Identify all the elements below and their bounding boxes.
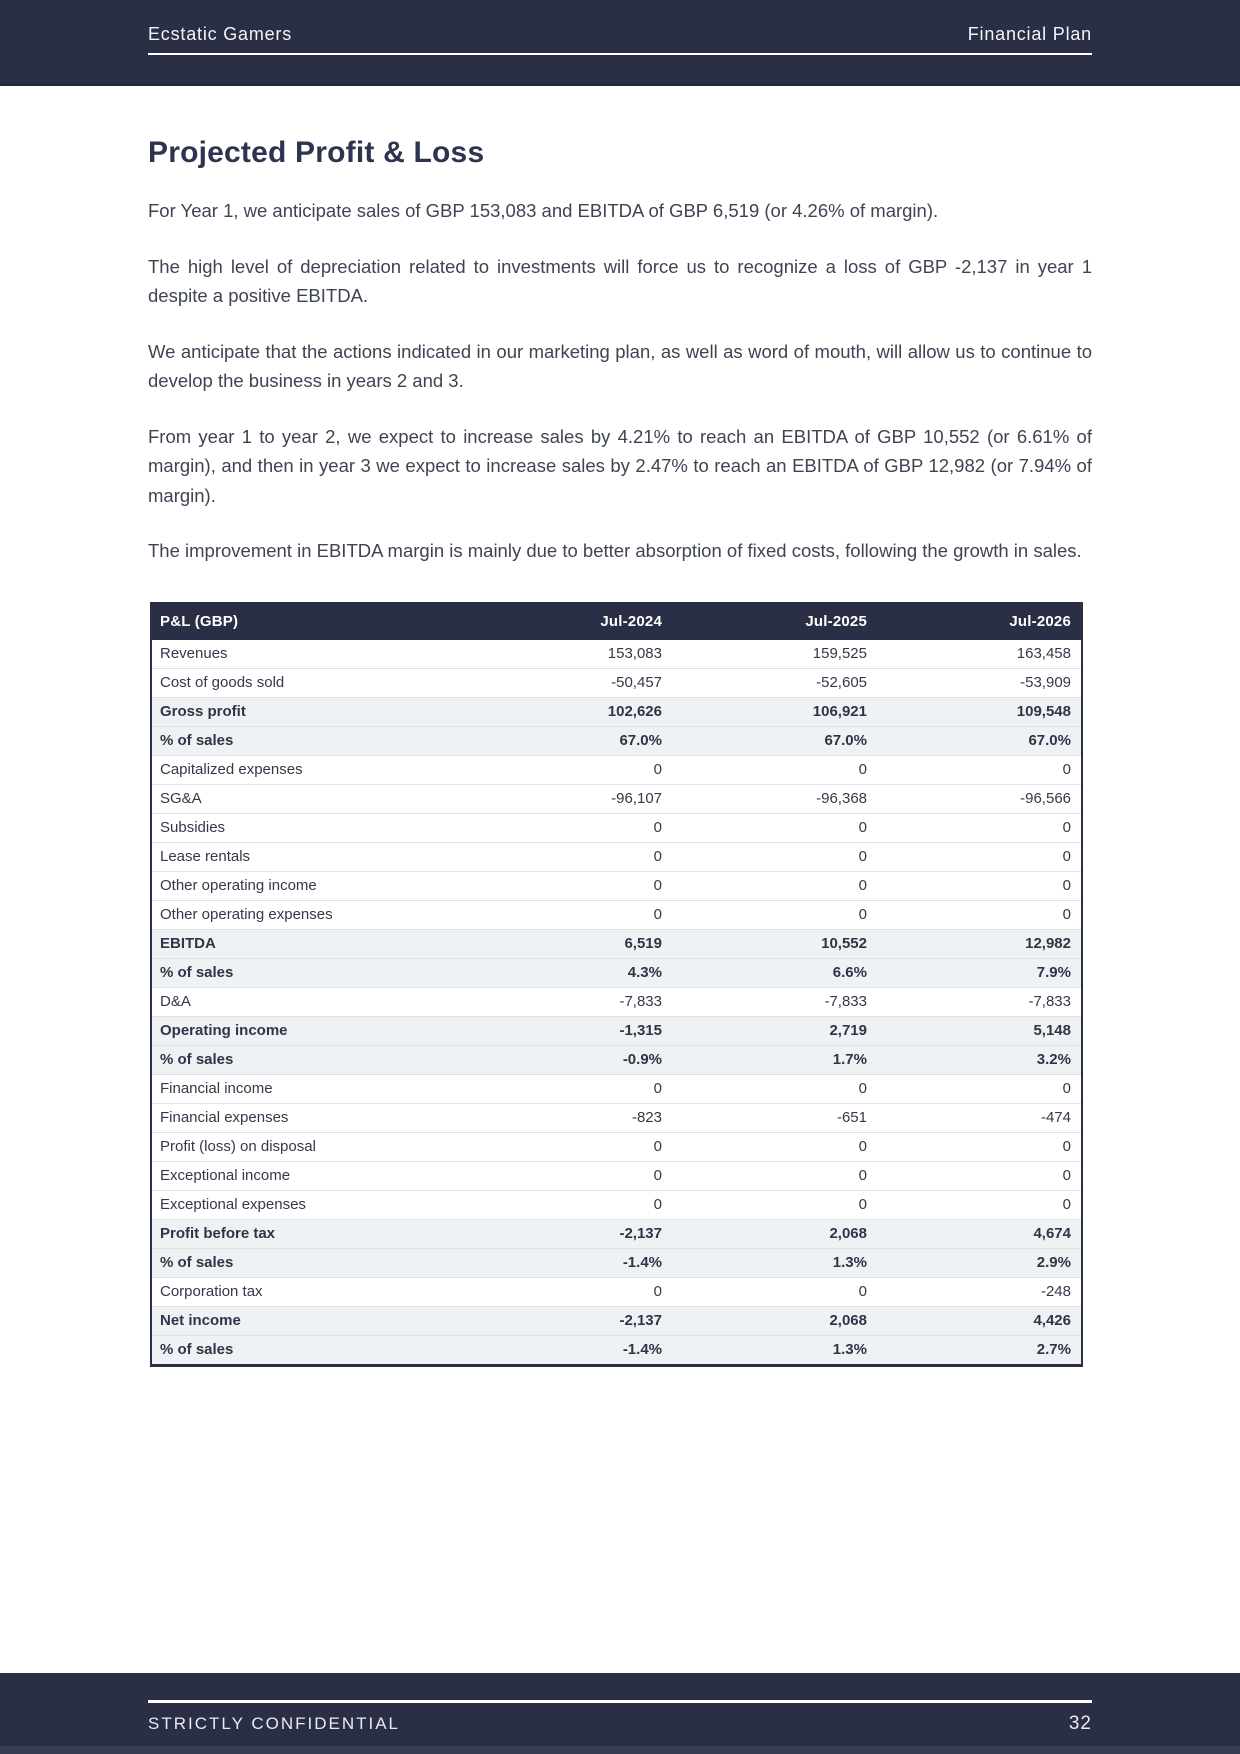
row-value: -1.4%: [467, 1335, 672, 1365]
table-row: [151, 929, 1082, 958]
row-value: 0: [467, 842, 672, 871]
row-value: 4.3%: [467, 958, 672, 987]
row-value: 0: [877, 813, 1082, 842]
row-value: 0: [467, 1277, 672, 1306]
header-document-name: Financial Plan: [967, 24, 1092, 44]
row-value: -96,566: [877, 784, 1082, 813]
row-label: Exceptional income: [151, 1161, 467, 1190]
row-value: -50,457: [467, 668, 672, 697]
table-row: [151, 755, 1082, 784]
row-value: -96,107: [467, 784, 672, 813]
row-value: -53,909: [877, 668, 1082, 697]
row-value: 0: [672, 755, 877, 784]
row-value: -248: [877, 1277, 1082, 1306]
row-value: 67.0%: [467, 726, 672, 755]
row-value: 0: [672, 1161, 877, 1190]
row-label: % of sales: [151, 1045, 467, 1074]
row-label: Profit before tax: [151, 1219, 467, 1248]
row-value: 2,719: [672, 1016, 877, 1045]
row-value: 0: [467, 1074, 672, 1103]
confidentiality-label: STRICTLY CONFIDENTIAL: [148, 1714, 401, 1733]
row-value: -2,137: [467, 1219, 672, 1248]
row-value: 1.7%: [672, 1045, 877, 1074]
paragraph: We anticipate that the actions indicated in our marketing plan, as well as word of mouth, will allow us to continue to develop the business in years 2 and 3.: [148, 340, 1092, 391]
row-value: 0: [672, 1074, 877, 1103]
table-row: [151, 1045, 1082, 1074]
table-row: [151, 640, 1082, 669]
table-row: [151, 1016, 1082, 1045]
row-label: Gross profit: [151, 697, 467, 726]
row-label: EBITDA: [151, 929, 467, 958]
column-header-jul-2024: Jul-2024: [467, 603, 672, 640]
row-value: 0: [672, 1132, 877, 1161]
row-value: -7,833: [672, 987, 877, 1016]
footer-band: [0, 1673, 1240, 1754]
row-value: 102,626: [467, 697, 672, 726]
page-title: Projected Profit & Loss: [148, 136, 485, 169]
row-value: 106,921: [672, 697, 877, 726]
row-value: 109,548: [877, 697, 1082, 726]
row-value: 1.3%: [672, 1248, 877, 1277]
row-value: 10,552: [672, 929, 877, 958]
row-value: 0: [467, 813, 672, 842]
table-row: [151, 1248, 1082, 1277]
row-value: 0: [467, 1161, 672, 1190]
row-value: 6.6%: [672, 958, 877, 987]
table-row: [151, 987, 1082, 1016]
column-header-jul-2026: Jul-2026: [877, 603, 1082, 640]
page-number: 32: [1068, 1713, 1092, 1734]
row-value: -2,137: [467, 1306, 672, 1335]
row-label: Exceptional expenses: [151, 1190, 467, 1219]
row-value: 0: [877, 1132, 1082, 1161]
column-header-pl-gbp: P&L (GBP): [151, 603, 467, 640]
table-row: [151, 784, 1082, 813]
table-row: [151, 813, 1082, 842]
row-label: Capitalized expenses: [151, 755, 467, 784]
footer: [148, 1700, 1092, 1735]
header-band: [0, 0, 1240, 86]
row-value: 159,525: [672, 640, 877, 669]
table-row: [151, 697, 1082, 726]
row-value: 67.0%: [672, 726, 877, 755]
row-value: 2,068: [672, 1219, 877, 1248]
table-row: [151, 1074, 1082, 1103]
row-value: 0: [672, 1277, 877, 1306]
table-row: [151, 1161, 1082, 1190]
row-value: 0: [672, 1190, 877, 1219]
row-value: 3.2%: [877, 1045, 1082, 1074]
row-value: 2.7%: [877, 1335, 1082, 1365]
table-row: [151, 1306, 1082, 1335]
row-value: 0: [877, 755, 1082, 784]
row-label: % of sales: [151, 1248, 467, 1277]
row-value: 4,426: [877, 1306, 1082, 1335]
body-text: [148, 196, 1092, 566]
row-label: Operating income: [151, 1016, 467, 1045]
row-value: 1.3%: [672, 1335, 877, 1365]
row-value: 2,068: [672, 1306, 877, 1335]
paragraph: From year 1 to year 2, we expect to increase sales by 4.21% to reach an EBITDA of GBP 10,552 (or 6.61% of margin), and then in year 3 we expect to increase sales by 2.47% to reach an EBITDA of GBP 12,982 (or 7.94% of margin).: [148, 425, 1092, 506]
row-value: -0.9%: [467, 1045, 672, 1074]
row-value: -1,315: [467, 1016, 672, 1045]
row-value: 0: [877, 1190, 1082, 1219]
pl-table-container: [150, 602, 1092, 1367]
row-label: % of sales: [151, 726, 467, 755]
row-label: % of sales: [151, 1335, 467, 1365]
row-label: Net income: [151, 1306, 467, 1335]
row-value: 0: [672, 871, 877, 900]
pl-table: [150, 602, 1083, 1367]
paragraph: The improvement in EBITDA margin is mainly due to better absorption of fixed costs, following the growth in sales.: [148, 540, 1082, 561]
row-value: -1.4%: [467, 1248, 672, 1277]
row-value: 0: [877, 1074, 1082, 1103]
row-value: 0: [877, 900, 1082, 929]
row-label: D&A: [151, 987, 467, 1016]
table-row: [151, 726, 1082, 755]
row-label: Corporation tax: [151, 1277, 467, 1306]
row-value: 0: [877, 1161, 1082, 1190]
row-value: 2.9%: [877, 1248, 1082, 1277]
row-label: Other operating expenses: [151, 900, 467, 929]
row-value: 0: [467, 900, 672, 929]
row-label: Cost of goods sold: [151, 668, 467, 697]
row-value: 0: [467, 755, 672, 784]
row-value: -52,605: [672, 668, 877, 697]
table-row: [151, 1335, 1082, 1365]
table-row: [151, 668, 1082, 697]
row-value: 0: [877, 871, 1082, 900]
table-row: [151, 1219, 1082, 1248]
row-value: 6,519: [467, 929, 672, 958]
row-value: 4,674: [877, 1219, 1082, 1248]
row-value: 0: [877, 842, 1082, 871]
row-value: -474: [877, 1103, 1082, 1132]
row-label: Financial expenses: [151, 1103, 467, 1132]
row-value: 0: [672, 842, 877, 871]
row-value: -7,833: [467, 987, 672, 1016]
table-row: [151, 900, 1082, 929]
paragraph: For Year 1, we anticipate sales of GBP 153,083 and EBITDA of GBP 6,519 (or 4.26% of margin).: [148, 200, 939, 221]
paragraph: The high level of depreciation related to investments will force us to recognize a loss of GBP -2,137 in year 1 despite a positive EBITDA.: [148, 255, 1092, 306]
table-row: [151, 1277, 1082, 1306]
row-value: 153,083: [467, 640, 672, 669]
footer-bottom-strip: [0, 1746, 1240, 1754]
row-value: 0: [467, 871, 672, 900]
row-value: 163,458: [877, 640, 1082, 669]
page-content: [148, 89, 1092, 1367]
row-value: -7,833: [877, 987, 1082, 1016]
column-header-jul-2025: Jul-2025: [672, 603, 877, 640]
table-row: [151, 1190, 1082, 1219]
header: [148, 24, 1092, 55]
table-row: [151, 871, 1082, 900]
header-company-name: Ecstatic Gamers: [148, 24, 293, 44]
row-label: Revenues: [151, 640, 467, 669]
row-label: Other operating income: [151, 871, 467, 900]
row-label: Subsidies: [151, 813, 467, 842]
header-rule: [148, 53, 1092, 55]
row-label: % of sales: [151, 958, 467, 987]
row-value: 7.9%: [877, 958, 1082, 987]
row-value: -96,368: [672, 784, 877, 813]
table-row: [151, 1103, 1082, 1132]
row-label: Profit (loss) on disposal: [151, 1132, 467, 1161]
row-value: 5,148: [877, 1016, 1082, 1045]
row-value: -651: [672, 1103, 877, 1132]
table-row: [151, 1132, 1082, 1161]
row-label: Financial income: [151, 1074, 467, 1103]
row-value: 0: [672, 900, 877, 929]
row-label: SG&A: [151, 784, 467, 813]
row-value: 0: [672, 813, 877, 842]
row-value: 12,982: [877, 929, 1082, 958]
table-header-row: [151, 603, 1082, 640]
row-value: 0: [467, 1190, 672, 1219]
table-row: [151, 958, 1082, 987]
table-row: [151, 842, 1082, 871]
row-value: -823: [467, 1103, 672, 1132]
row-label: Lease rentals: [151, 842, 467, 871]
row-value: 0: [467, 1132, 672, 1161]
row-value: 67.0%: [877, 726, 1082, 755]
pl-table-body: [151, 640, 1082, 1366]
